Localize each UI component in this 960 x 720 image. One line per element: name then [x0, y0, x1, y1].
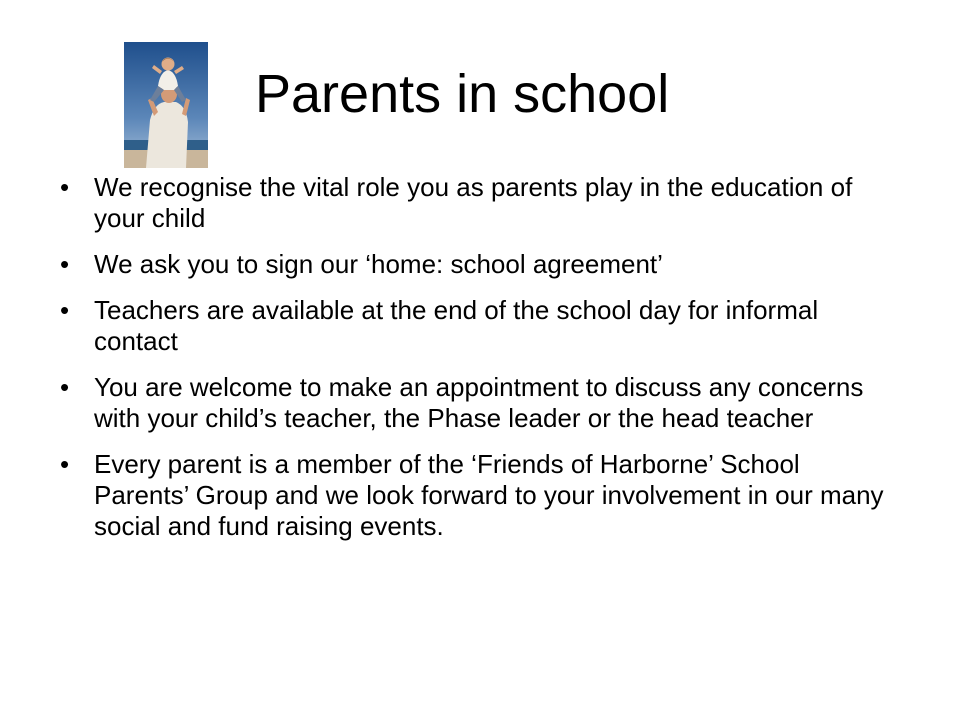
- bullet-list: [60, 172, 900, 557]
- bullet-dot: •: [60, 372, 70, 402]
- bullet-item: [60, 172, 900, 234]
- bullet-item: [60, 249, 900, 280]
- slide-title: Parents in school: [255, 64, 670, 124]
- bullet-item: [60, 295, 900, 357]
- bullet-text: You are welcome to make an appointment to discuss any concerns with your child’s teacher, the Phase leader or the head teacher: [94, 372, 864, 433]
- bullet-text: We ask you to sign our ‘home: school agreement’: [94, 249, 663, 279]
- bullet-text: We recognise the vital role you as parents play in the education of your child: [94, 172, 853, 233]
- bullet-item: [60, 449, 900, 542]
- bullet-dot: •: [60, 449, 70, 479]
- bullet-dot: •: [60, 172, 70, 202]
- bullet-text: Every parent is a member of the ‘Friends of Harborne’ School Parents’ Group and we look forward to your involvement in our many social and fund raising events.: [94, 449, 884, 541]
- bullet-text: Teachers are available at the end of the school day for informal contact: [94, 295, 819, 356]
- bullet-item: [60, 372, 900, 434]
- bullet-dot: •: [60, 249, 70, 279]
- parent-child-photo: [124, 42, 208, 168]
- bullet-dot: •: [60, 295, 70, 325]
- father-carrying-child-icon: [124, 42, 208, 168]
